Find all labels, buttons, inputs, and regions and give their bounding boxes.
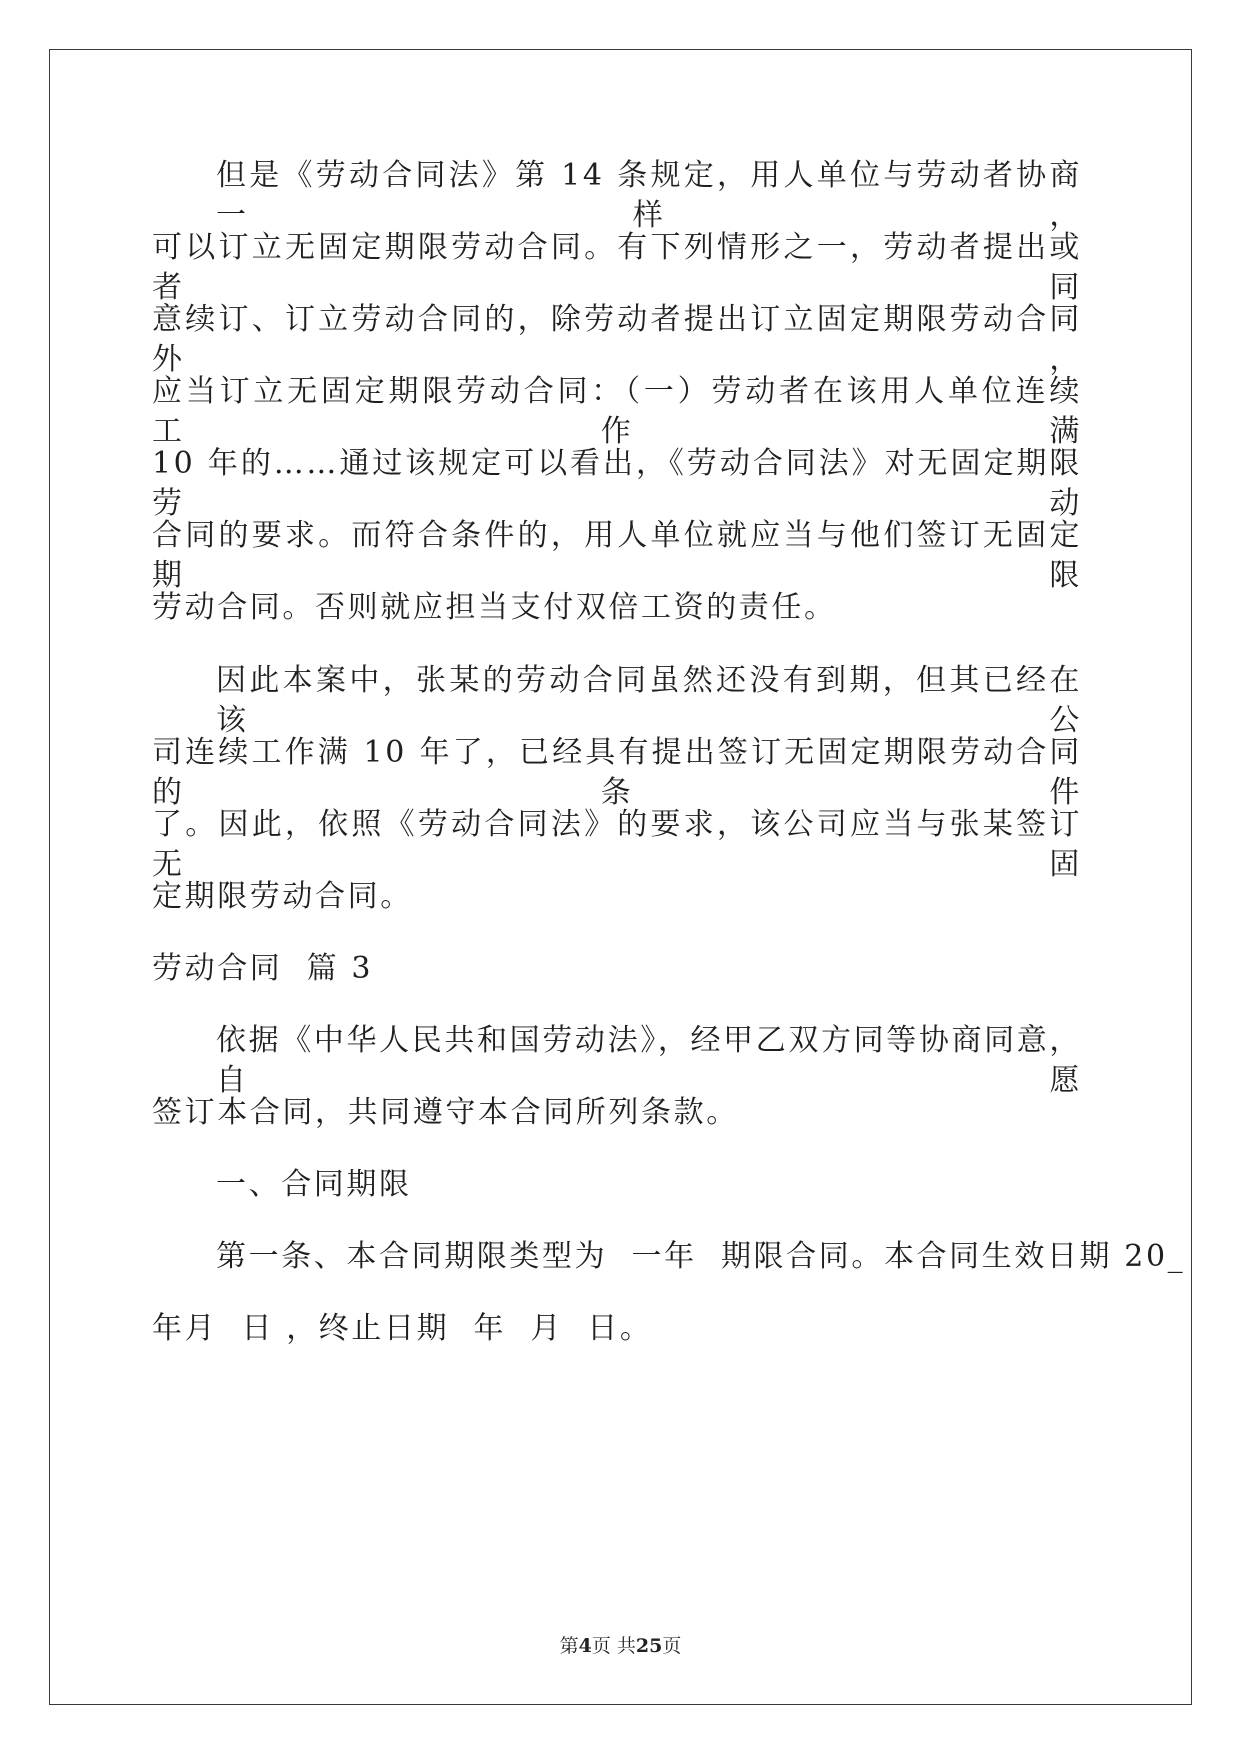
footer-prefix: 第	[559, 1635, 579, 1657]
paragraph-line: 签订本合同，共同遵守本合同所列条款。	[152, 1095, 739, 1130]
footer-total-pages: 25	[635, 1635, 663, 1657]
footer-mid: 页 共	[591, 1635, 636, 1657]
page-footer	[0, 1634, 1241, 1658]
paragraph-line: 定期限劳动合同。	[152, 879, 413, 914]
paragraph-line: 可以订立无固定期限劳动合同。有下列情形之一，劳动者提出或者同	[152, 230, 1082, 305]
paragraph-line: 但是《劳动合同法》第 14 条规定，用人单位与劳动者协商一样，	[216, 158, 1082, 233]
paragraph-line: 应当订立无固定期限劳动合同：（一）劳动者在该用人单位连续工作满	[152, 374, 1082, 449]
paragraph-line: 了。因此，依照《劳动合同法》的要求，该公司应当与张某签订无固	[152, 807, 1082, 882]
paragraph-line: 合同的要求。而符合条件的，用人单位就应当与他们签订无固定期限	[152, 518, 1082, 593]
paragraph-line: 10 年的……通过该规定可以看出，《劳动合同法》对无固定期限劳动	[152, 446, 1082, 521]
paragraph-line: 依据《中华人民共和国劳动法》，经甲乙双方同等协商同意，自愿	[216, 1023, 1082, 1098]
subsection-heading: 一、合同期限	[216, 1167, 412, 1202]
paragraph-line: 年月 日 ，终止日期 年 月 日。	[152, 1311, 653, 1346]
footer-page-number: 4	[578, 1635, 592, 1657]
section-heading: 劳动合同 篇 3	[152, 951, 374, 986]
paragraph-line: 第一条、本合同期限类型为 一年 期限合同。本合同生效日期 20_	[216, 1239, 1186, 1274]
paragraph-line: 司连续工作满 10 年了，已经具有提出签订无固定期限劳动合同的条件	[152, 735, 1082, 810]
paragraph-line: 因此本案中，张某的劳动合同虽然还没有到期，但其已经在该公	[216, 663, 1082, 738]
paragraph-line: 劳动合同。否则就应担当支付双倍工资的责任。	[152, 590, 837, 625]
footer-suffix: 页	[662, 1635, 682, 1657]
paragraph-line: 意续订、订立劳动合同的，除劳动者提出订立固定期限劳动合同外，	[152, 302, 1082, 377]
